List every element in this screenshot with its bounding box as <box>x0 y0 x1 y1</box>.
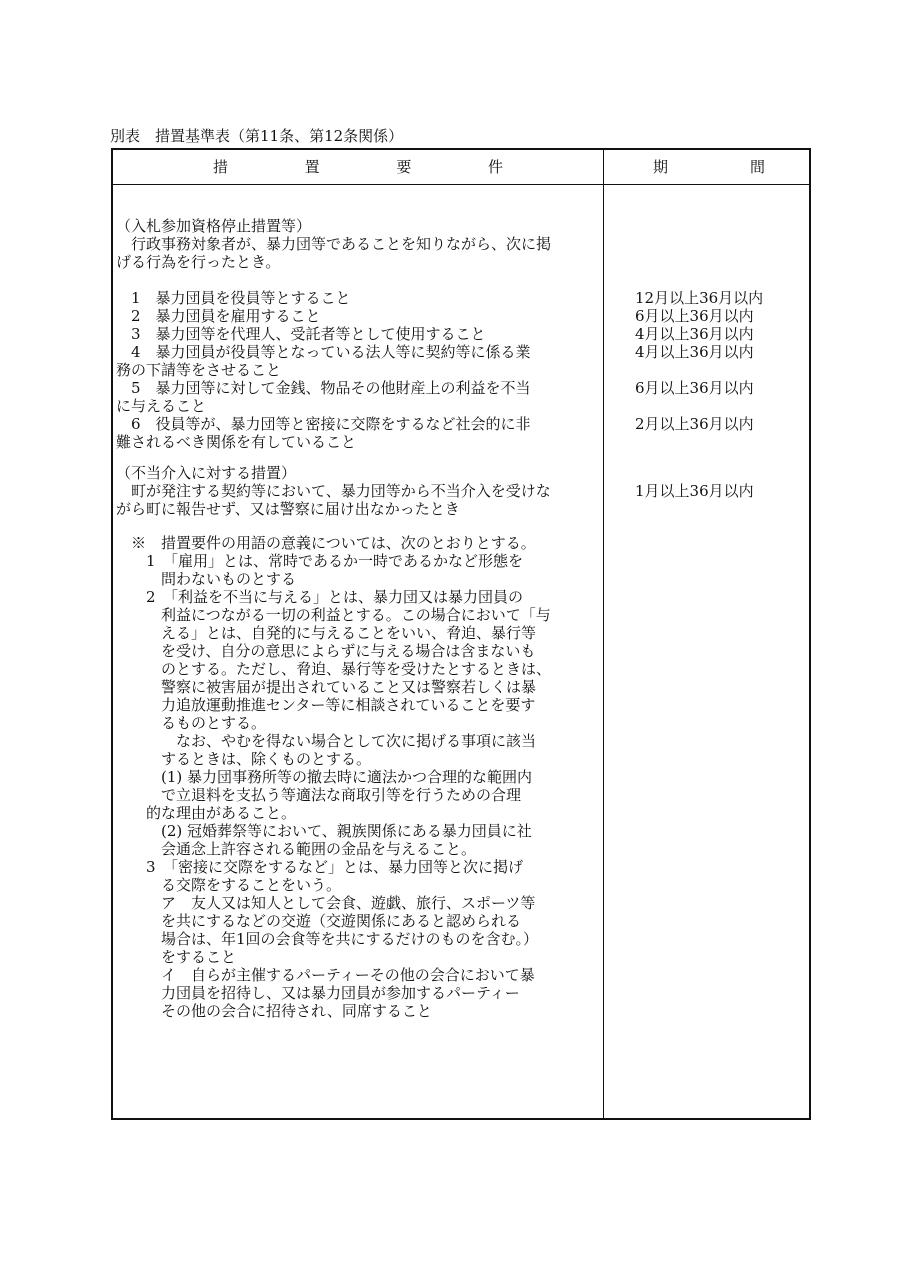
period-value: 2月以上36月以内 <box>635 415 754 433</box>
header-char: 要 <box>396 158 412 176</box>
text-line: なお、やむを得ない場合として次に掲げる事項に該当 <box>116 732 537 750</box>
text-line: (2) 冠婚葬祭等において、親族関係にある暴力団員に社 <box>116 822 532 840</box>
period-value: 4月以上36月以内 <box>635 343 754 361</box>
text-line: げる行為を行ったとき。 <box>116 253 281 271</box>
period-value: 12月以上36月以内 <box>635 289 764 307</box>
text-line: 1 暴力団員を役員等とすること <box>116 289 351 307</box>
header-char: 間 <box>749 158 765 176</box>
text-line: 務の下請等をさせること <box>116 361 282 379</box>
period-value: 4月以上36月以内 <box>635 325 754 343</box>
text-line: 難されるべき関係を有していること <box>116 433 357 451</box>
text-line: （不当介入に対する措置） <box>116 464 297 482</box>
text-line: （入札参加資格停止措置等） <box>116 217 312 235</box>
page-title: 別表 措置基準表（第11条、第12条関係） <box>110 127 404 145</box>
header-char: 期 <box>653 158 669 176</box>
text-line: 4 暴力団員が役員等となっている法人等に契約等に係る業 <box>116 343 531 361</box>
text-line: を共にするなどの交遊（交遊関係にあると認められる <box>116 912 522 930</box>
text-line: 的な理由があること。 <box>116 804 297 822</box>
text-line: 力団員を招待し、又は暴力団員が参加するパーティー <box>116 984 520 1002</box>
text-line: ※ 措置要件の用語の意義については、次のとおりとする。 <box>116 534 536 552</box>
text-line: 6 役員等が、暴力団等と密接に交際をするなど社会的に非 <box>116 415 531 433</box>
text-line: (1) 暴力団事務所等の撤去時に適法かつ合理的な範囲内 <box>116 768 533 786</box>
text-line: 行政事務対象者が、暴力団等であることを知りながら、次に掲 <box>116 235 552 253</box>
text-line: がら町に報告せず、又は警察に届け出なかったとき <box>116 500 460 518</box>
text-line: で立退料を支払う等適法な商取引等を行うための合理 <box>116 786 522 804</box>
text-line: イ 自らが主催するパーティーその他の会合において暴 <box>116 966 535 984</box>
text-line: 利益につながる一切の利益とする。この場合において「与 <box>116 606 551 624</box>
text-line: ア 友人又は知人として会食、遊戯、旅行、スポーツ等 <box>116 894 536 912</box>
header-char: 置 <box>304 158 320 176</box>
text-line: 場合は、年1回の会食等を共にするだけのものを含む。） <box>116 930 539 948</box>
text-line: るものとする。 <box>116 714 267 732</box>
measures-table <box>111 148 811 1120</box>
text-line: る交際をすることをいう。 <box>116 876 342 894</box>
period-value: 6月以上36月以内 <box>635 307 754 325</box>
text-line: 5 暴力団等に対して金銭、物品その他財産上の利益を不当 <box>116 379 531 397</box>
period-value: 6月以上36月以内 <box>635 379 754 397</box>
text-line: を受け、自分の意思によらずに与える場合は含まないも <box>116 642 536 660</box>
text-line: 1 「雇用」とは、常時であるか一時であるかなど形態を <box>116 552 524 570</box>
header-char: 措 <box>213 158 229 176</box>
text-line: 2 「利益を不当に与える」とは、暴力団又は暴力団員の <box>116 588 524 606</box>
header-char: 件 <box>487 158 503 176</box>
text-line: に与えること <box>116 397 207 415</box>
period-value: 1月以上36月以内 <box>635 482 754 500</box>
text-line: 町が発注する契約等において、暴力団等から不当介入を受けな <box>116 482 551 500</box>
text-line: 問わないものとする <box>116 570 297 588</box>
text-line: その他の会合に招待され、同席すること <box>116 1002 432 1020</box>
text-line: 3 暴力団等を代理人、受託者等として使用すること <box>116 325 486 343</box>
text-line: える」とは、自発的に与えることをいい、脅迫、暴行等 <box>116 624 537 642</box>
text-line: 3 「密接に交際をするなど」とは、暴力団等と次に掲げ <box>116 858 524 876</box>
text-line: 会通念上許容される範囲の金品を与えること。 <box>116 840 477 858</box>
text-line: 力追放運動推進センター等に相談されていることを要す <box>116 696 536 714</box>
text-line: のとする。ただし、脅迫、暴行等を受けたとするときは、 <box>116 660 552 678</box>
header-requirements <box>213 156 503 178</box>
column-divider <box>603 150 604 1118</box>
text-line: 2 暴力団員を雇用すること <box>116 307 321 325</box>
header-period <box>653 156 765 178</box>
text-line: するときは、除くものとする。 <box>116 750 372 768</box>
text-line: 警察に被害届が提出されていること又は警察若しくは暴 <box>116 678 537 696</box>
text-line: をすること <box>116 948 237 966</box>
header-divider <box>113 184 809 185</box>
